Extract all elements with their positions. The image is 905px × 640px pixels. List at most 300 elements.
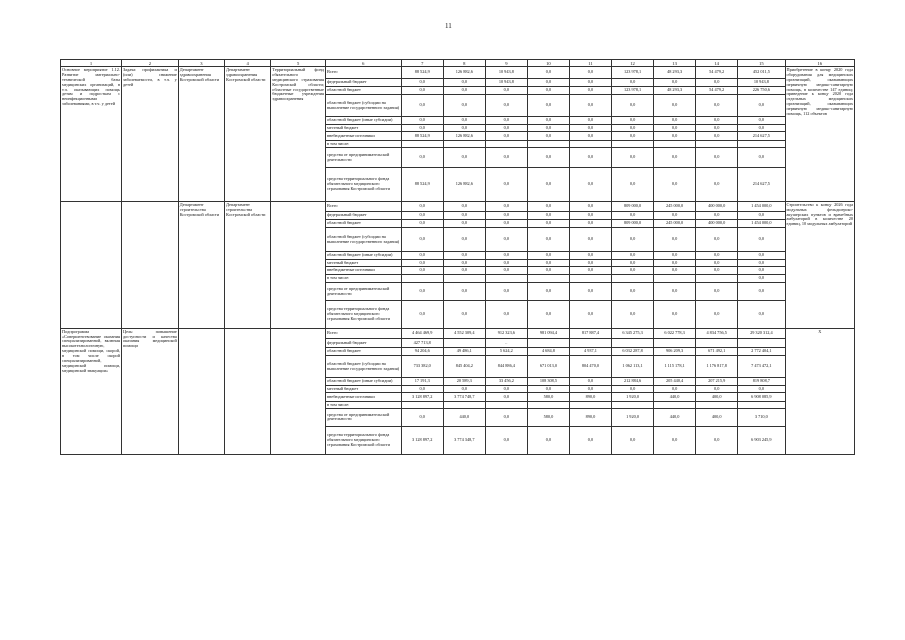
amount-cell: 0,0 (527, 67, 569, 79)
amount-cell: 0,0 (654, 252, 696, 260)
amount-cell (401, 141, 443, 148)
amount-cell: 809 000,0 (612, 202, 654, 212)
amount-cell: 0,0 (654, 386, 696, 393)
amount-cell: 0,0 (569, 260, 611, 267)
amount-cell: 3 774 348,7 (443, 426, 485, 454)
funding-source-cell: средства территориального фонда обязательного медицинского страхования Костромской области (325, 426, 401, 454)
amount-cell: 0,0 (612, 260, 654, 267)
amount-cell: 0,0 (696, 283, 738, 301)
funding-source-cell: местный бюджет (325, 125, 401, 132)
amount-cell: 29 320 312,4 (738, 329, 785, 339)
column-header: 10 (527, 60, 569, 67)
funding-source-cell: федеральный бюджет (325, 79, 401, 87)
amount-cell: 1 062 113,1 (612, 356, 654, 378)
amount-cell: 0,0 (443, 125, 485, 132)
amount-cell: 0,0 (443, 228, 485, 252)
amount-cell (612, 339, 654, 348)
amount-cell: 0,0 (569, 95, 611, 117)
amount-cell: 207 215,9 (696, 378, 738, 386)
amount-cell: 49 486,1 (443, 348, 485, 356)
amount-cell: 0,0 (527, 301, 569, 329)
amount-cell: 0,0 (738, 386, 785, 393)
amount-cell: 0,0 (527, 212, 569, 220)
amount-cell: 126 882,6 (443, 132, 485, 141)
funding-source-cell: федеральный бюджет (325, 339, 401, 348)
column-header: 3 (178, 60, 224, 67)
table-row (61, 202, 855, 212)
amount-cell: 0,0 (696, 426, 738, 454)
amount-cell: 1 176 817,8 (696, 356, 738, 378)
amount-cell (443, 275, 485, 283)
amount-cell: 580,0 (527, 393, 569, 402)
amount-cell (612, 402, 654, 409)
amount-cell: 0,0 (401, 125, 443, 132)
amount-cell: 400,0 (696, 408, 738, 426)
amount-cell: 0,0 (654, 212, 696, 220)
amount-cell (696, 402, 738, 409)
amount-cell: 0,0 (485, 212, 527, 220)
amount-cell: 0,0 (485, 132, 527, 141)
amount-cell: 890,0 (569, 408, 611, 426)
amount-cell: 214 627,5 (738, 132, 785, 141)
amount-cell: 0,0 (527, 117, 569, 125)
funding-source-cell: областной бюджет (субсидии на выполнение государственного задания) (325, 228, 401, 252)
amount-cell: 0,0 (485, 228, 527, 252)
amount-cell: 0,0 (527, 267, 569, 275)
amount-cell: 0,0 (443, 212, 485, 220)
amount-cell: 0,0 (401, 386, 443, 393)
amount-cell (696, 141, 738, 148)
amount-cell: 0,0 (401, 301, 443, 329)
column-header: 15 (738, 60, 785, 67)
amount-cell (738, 141, 785, 148)
amount-cell: 0,0 (738, 260, 785, 267)
amount-cell: 0,0 (401, 267, 443, 275)
amount-cell: 0,0 (612, 228, 654, 252)
amount-cell: 0,0 (485, 125, 527, 132)
amount-cell: 0,0 (569, 87, 611, 95)
amount-cell: 0,0 (527, 95, 569, 117)
amount-cell: 0,0 (485, 168, 527, 202)
executor-cell (178, 329, 224, 455)
column-header: 12 (612, 60, 654, 67)
amount-cell: 580,0 (527, 408, 569, 426)
amount-cell: 54 479,2 (696, 67, 738, 79)
amount-cell: 0,0 (485, 202, 527, 212)
amount-cell: 809 000,0 (612, 220, 654, 228)
participant-cell (271, 202, 326, 329)
amount-cell (569, 339, 611, 348)
amount-cell: 0,0 (738, 275, 785, 283)
amount-cell: 3 128 897,2 (401, 426, 443, 454)
goal-cell: Цель: повышение доступности и качества оказания медицинской помощи (121, 329, 178, 455)
amount-cell: 123 978,1 (612, 87, 654, 95)
result-cell: Приобретение в концу 2020 года оборудования для медицинских организаций, оказывающих первичную медико-санитарную помощь, в количестве 147 единиц; приведение к концу 2020 года отдельных медицинских организаций, оказывающих первичную медико-санитарную помощь, 112 объектов (785, 67, 855, 202)
amount-cell: 0,0 (485, 148, 527, 168)
amount-cell: 0,0 (612, 95, 654, 117)
funding-source-cell: Всего (325, 67, 401, 79)
amount-cell: 0,0 (696, 95, 738, 117)
participant-cell: Территориальный фонд обязательного медицинского страхования Костромской области; областные государственные бюджетные учреждения здравоохранения (271, 67, 326, 202)
amount-cell: 2 772 404,1 (738, 348, 785, 356)
amount-cell: 0,0 (654, 125, 696, 132)
funding-source-cell: областной бюджет (325, 220, 401, 228)
amount-cell: 0,0 (654, 148, 696, 168)
amount-cell: 3 128 897,2 (401, 393, 443, 402)
amount-cell: 0,0 (443, 95, 485, 117)
funding-source-cell: областной бюджет (325, 348, 401, 356)
amount-cell: 0,0 (612, 301, 654, 329)
amount-cell: 54 479,2 (696, 87, 738, 95)
amount-cell: 0,0 (738, 228, 785, 252)
amount-cell: 0,0 (527, 252, 569, 260)
amount-cell (569, 141, 611, 148)
amount-cell: 0,0 (738, 283, 785, 301)
amount-cell: 0,0 (527, 283, 569, 301)
amount-cell: 804 470,0 (569, 356, 611, 378)
amount-cell: 0,0 (612, 79, 654, 87)
amount-cell: 6 032 287,8 (612, 348, 654, 356)
amount-cell: 226 750,6 (738, 87, 785, 95)
amount-cell: 671 013,0 (527, 356, 569, 378)
amount-cell: 671 492,1 (696, 348, 738, 356)
amount-cell: 0,0 (485, 408, 527, 426)
amount-cell: .. (485, 339, 527, 348)
amount-cell: 0,0 (527, 202, 569, 212)
funding-source-cell: внебюджетные источники (325, 267, 401, 275)
amount-cell: 0,0 (569, 125, 611, 132)
amount-cell: 0,0 (443, 386, 485, 393)
amount-cell: 0,0 (485, 386, 527, 393)
amount-cell: 0,0 (612, 252, 654, 260)
amount-cell: 0,0 (654, 260, 696, 267)
amount-cell: 0,0 (654, 79, 696, 87)
amount-cell: 0,0 (569, 378, 611, 386)
amount-cell: 126 882,6 (443, 168, 485, 202)
amount-cell: 0,0 (527, 87, 569, 95)
funding-source-cell: внебюджетные источники (325, 393, 401, 402)
amount-cell (443, 141, 485, 148)
amount-cell: 0,0 (654, 132, 696, 141)
amount-cell: 5 624,2 (485, 348, 527, 356)
amount-cell: 0,0 (485, 283, 527, 301)
amount-cell: 0,0 (401, 260, 443, 267)
funding-source-cell: Всего (325, 329, 401, 339)
amount-cell: 212 884,6 (612, 378, 654, 386)
amount-cell: 0,0 (401, 252, 443, 260)
amount-cell: 440,0 (654, 408, 696, 426)
amount-cell: 94 204,6 (401, 348, 443, 356)
header-row (61, 60, 855, 67)
amount-cell: 0,0 (569, 117, 611, 125)
amount-cell: 88 524,9 (401, 168, 443, 202)
amount-cell (443, 339, 485, 348)
table-row (61, 67, 855, 79)
amount-cell: 0,0 (738, 148, 785, 168)
amount-cell: 0,0 (696, 117, 738, 125)
column-header: 14 (696, 60, 738, 67)
amount-cell: 0,0 (612, 117, 654, 125)
amount-cell: 33 456,2 (485, 378, 527, 386)
amount-cell: 0,0 (569, 228, 611, 252)
amount-cell: 7 473 472,1 (738, 356, 785, 378)
amount-cell: 0,0 (654, 283, 696, 301)
amount-cell (401, 275, 443, 283)
amount-cell: 0,0 (569, 426, 611, 454)
amount-cell (738, 339, 785, 348)
column-header: 8 (443, 60, 485, 67)
amount-cell: 452 011,5 (738, 67, 785, 79)
funding-source-cell: средства от предпринимательской деятельности (325, 148, 401, 168)
amount-cell: 245 000,0 (654, 220, 696, 228)
amount-cell: 0,0 (527, 79, 569, 87)
amount-cell: 0,0 (527, 148, 569, 168)
amount-cell: 0,0 (738, 252, 785, 260)
amount-cell: 0,0 (612, 426, 654, 454)
amount-cell: 10 943,8 (485, 67, 527, 79)
funding-source-cell: средства территориального фонда обязательного медицинского страхования Костромской области (325, 301, 401, 329)
column-header: 2 (121, 60, 178, 67)
amount-cell (401, 402, 443, 409)
amount-cell: 0,0 (527, 168, 569, 202)
amount-cell: 0,0 (569, 168, 611, 202)
column-header: 7 (401, 60, 443, 67)
amount-cell: 844 886,4 (485, 356, 527, 378)
amount-cell: 214 627,5 (738, 168, 785, 202)
funding-source-cell: средства от предпринимательской деятельности (325, 408, 401, 426)
result-cell: Строительство к концу 2026 года модульных фельдшерско-акушерских пунктов и врачебных амбулаторий в количестве 20 единиц, 10 модульных амбулаторий (785, 202, 855, 329)
amount-cell (612, 275, 654, 283)
amount-cell: 4 937,1 (569, 348, 611, 356)
amount-cell: 245 000,0 (654, 202, 696, 212)
amount-cell: 0,0 (401, 283, 443, 301)
amount-cell: 845 404,2 (443, 356, 485, 378)
funding-source-cell: федеральный бюджет (325, 212, 401, 220)
amount-cell (696, 275, 738, 283)
amount-cell: 0,0 (696, 168, 738, 202)
amount-cell: 0,0 (401, 117, 443, 125)
amount-cell: 0,0 (696, 252, 738, 260)
amount-cell: 0,0 (485, 260, 527, 267)
amount-cell (738, 402, 785, 409)
funding-source-cell: областной бюджет (325, 87, 401, 95)
amount-cell: 0,0 (527, 260, 569, 267)
amount-cell: 0,0 (401, 228, 443, 252)
amount-cell: 0,0 (485, 426, 527, 454)
funding-source-cell: местный бюджет (325, 386, 401, 393)
amount-cell: 0,0 (485, 393, 527, 402)
amount-cell: 0,0 (569, 212, 611, 220)
amount-cell: 0,0 (738, 125, 785, 132)
column-header: 1 (61, 60, 122, 67)
amount-cell (485, 141, 527, 148)
amount-cell: 0,0 (612, 212, 654, 220)
amount-cell: 400,0 (696, 393, 738, 402)
amount-cell: 123 978,1 (612, 67, 654, 79)
amount-cell (443, 402, 485, 409)
coexecutor-cell: Департамент строительства Костромской области (225, 202, 271, 329)
amount-cell: 17 191,3 (401, 378, 443, 386)
funding-source-cell: областной бюджет (иные субсидии) (325, 378, 401, 386)
amount-cell: 0,0 (401, 95, 443, 117)
amount-cell: 0,0 (654, 228, 696, 252)
amount-cell: 0,0 (654, 267, 696, 275)
amount-cell: 88 524,9 (401, 67, 443, 79)
amount-cell: 0,0 (569, 67, 611, 79)
amount-cell (527, 339, 569, 348)
amount-cell: 0,0 (569, 220, 611, 228)
funding-source-cell: областной бюджет (иные субсидии) (325, 117, 401, 125)
amount-cell: 0,0 (696, 148, 738, 168)
amount-cell: 0,0 (612, 132, 654, 141)
amount-cell: 0,0 (612, 267, 654, 275)
amount-cell: 0,0 (696, 301, 738, 329)
funding-source-cell: Всего (325, 202, 401, 212)
amount-cell: 440,0 (654, 393, 696, 402)
amount-cell: 1 920,0 (612, 408, 654, 426)
amount-cell: 0,0 (569, 386, 611, 393)
amount-cell: 88 524,9 (401, 132, 443, 141)
amount-cell: 0,0 (654, 301, 696, 329)
amount-cell: 0,0 (612, 148, 654, 168)
amount-cell (527, 141, 569, 148)
amount-cell: 0,0 (485, 220, 527, 228)
funding-source-cell: местный бюджет (325, 260, 401, 267)
amount-cell: 3 774 748,7 (443, 393, 485, 402)
amount-cell: 6 903 245,9 (738, 426, 785, 454)
executor-cell: Департамент здравоохранения Костромской области (178, 67, 224, 202)
amount-cell (485, 275, 527, 283)
amount-cell: 4 552 309,4 (443, 329, 485, 339)
amount-cell: 0,0 (738, 212, 785, 220)
amount-cell: 0,0 (569, 148, 611, 168)
amount-cell: 0,0 (401, 220, 443, 228)
amount-cell: 48 293,3 (654, 87, 696, 95)
executor-cell: Департамент строительства Костромской области (178, 202, 224, 329)
amount-cell: 48 293,3 (654, 67, 696, 79)
amount-cell: 0,0 (696, 386, 738, 393)
amount-cell: 0,0 (569, 132, 611, 141)
coexecutor-cell: Департамент здравоохранения Костромской области (225, 67, 271, 202)
column-header: 11 (569, 60, 611, 67)
amount-cell: 440,0 (443, 408, 485, 426)
amount-cell: 981 094,4 (527, 329, 569, 339)
amount-cell: 0,0 (612, 125, 654, 132)
coexecutor-cell (225, 329, 271, 455)
amount-cell: 0,0 (401, 408, 443, 426)
amount-cell (569, 402, 611, 409)
amount-cell (696, 339, 738, 348)
amount-cell: 0,0 (443, 267, 485, 275)
amount-cell: 0,0 (401, 212, 443, 220)
amount-cell: 0,0 (527, 228, 569, 252)
amount-cell: 0,0 (569, 79, 611, 87)
amount-cell: 0,0 (485, 87, 527, 95)
result-cell: X (785, 329, 855, 455)
amount-cell: 0,0 (569, 283, 611, 301)
measure-name-cell: Подпрограмма «Совершенствование оказания специализированной, включая высокотехнологичную, медицинской помощи, скорой, в том числе скорой специализированной, медицинской помощи, медицинской эвакуации» (61, 329, 122, 455)
amount-cell: 4 684,8 (527, 348, 569, 356)
amount-cell: 6 908 085,9 (738, 393, 785, 402)
amount-cell: 906 209,3 (654, 348, 696, 356)
amount-cell: 0,0 (443, 283, 485, 301)
amount-cell: 0,0 (569, 202, 611, 212)
amount-cell: 108 308,5 (527, 378, 569, 386)
amount-cell: 0,0 (569, 252, 611, 260)
amount-cell: 733 382,0 (401, 356, 443, 378)
column-header: 6 (325, 60, 401, 67)
goal-cell (121, 202, 178, 329)
amount-cell: 4 464 469,9 (401, 329, 443, 339)
amount-cell: 912 323,6 (485, 329, 527, 339)
funding-source-cell: в том числе: (325, 402, 401, 409)
funding-source-cell: в том числе: (325, 275, 401, 283)
amount-cell: 0,0 (443, 202, 485, 212)
amount-cell: 427 713,8 (401, 339, 443, 348)
amount-cell: 0,0 (696, 79, 738, 87)
amount-cell: 1 454 000,0 (738, 220, 785, 228)
amount-cell: 0,0 (738, 301, 785, 329)
amount-cell: 0,0 (654, 95, 696, 117)
column-header: 5 (271, 60, 326, 67)
measure-name-cell (61, 202, 122, 329)
funding-source-cell: в том числе: (325, 141, 401, 148)
amount-cell (654, 402, 696, 409)
amount-cell: 0,0 (401, 202, 443, 212)
funding-source-cell: средства от предпринимательской деятельности (325, 283, 401, 301)
amount-cell: 10 943,8 (485, 79, 527, 87)
amount-cell: 4 834 756,5 (696, 329, 738, 339)
amount-cell: 0,0 (485, 301, 527, 329)
amount-cell: 0,0 (443, 87, 485, 95)
column-header: 16 (785, 60, 855, 67)
amount-cell: 0,0 (527, 132, 569, 141)
funding-source-cell: областной бюджет (субсидии на выполнение государственного задания) (325, 356, 401, 378)
amount-cell: 1 454 000,0 (738, 202, 785, 212)
amount-cell: 10 943,8 (738, 79, 785, 87)
amount-cell: 6 345 275,3 (612, 329, 654, 339)
amount-cell: 0,0 (696, 260, 738, 267)
amount-cell: 0,0 (401, 148, 443, 168)
amount-cell: 0,0 (527, 125, 569, 132)
amount-cell (527, 275, 569, 283)
amount-cell (654, 275, 696, 283)
amount-cell: 0,0 (443, 252, 485, 260)
amount-cell: 0,0 (569, 267, 611, 275)
page-number: 11 (445, 22, 452, 30)
amount-cell (654, 339, 696, 348)
amount-cell: 1 920,0 (612, 393, 654, 402)
participant-cell (271, 329, 326, 455)
amount-cell (654, 141, 696, 148)
amount-cell: 0,0 (612, 168, 654, 202)
amount-cell: 3 710,0 (738, 408, 785, 426)
amount-cell: 0,0 (654, 168, 696, 202)
amount-cell: 0,0 (738, 267, 785, 275)
amount-cell: 817 887,4 (569, 329, 611, 339)
amount-cell: 0,0 (443, 260, 485, 267)
amount-cell: 0,0 (443, 79, 485, 87)
amount-cell: 0,0 (527, 426, 569, 454)
amount-cell: 0,0 (485, 252, 527, 260)
amount-cell: 0,0 (654, 117, 696, 125)
amount-cell (527, 402, 569, 409)
amount-cell: 0,0 (696, 132, 738, 141)
amount-cell: 890,0 (569, 393, 611, 402)
amount-cell: 20 589,3 (443, 378, 485, 386)
funding-source-cell: средства территориального фонда обязательного медицинского страхования Костромской области (325, 168, 401, 202)
funding-source-cell: областной бюджет (иные субсидии) (325, 252, 401, 260)
